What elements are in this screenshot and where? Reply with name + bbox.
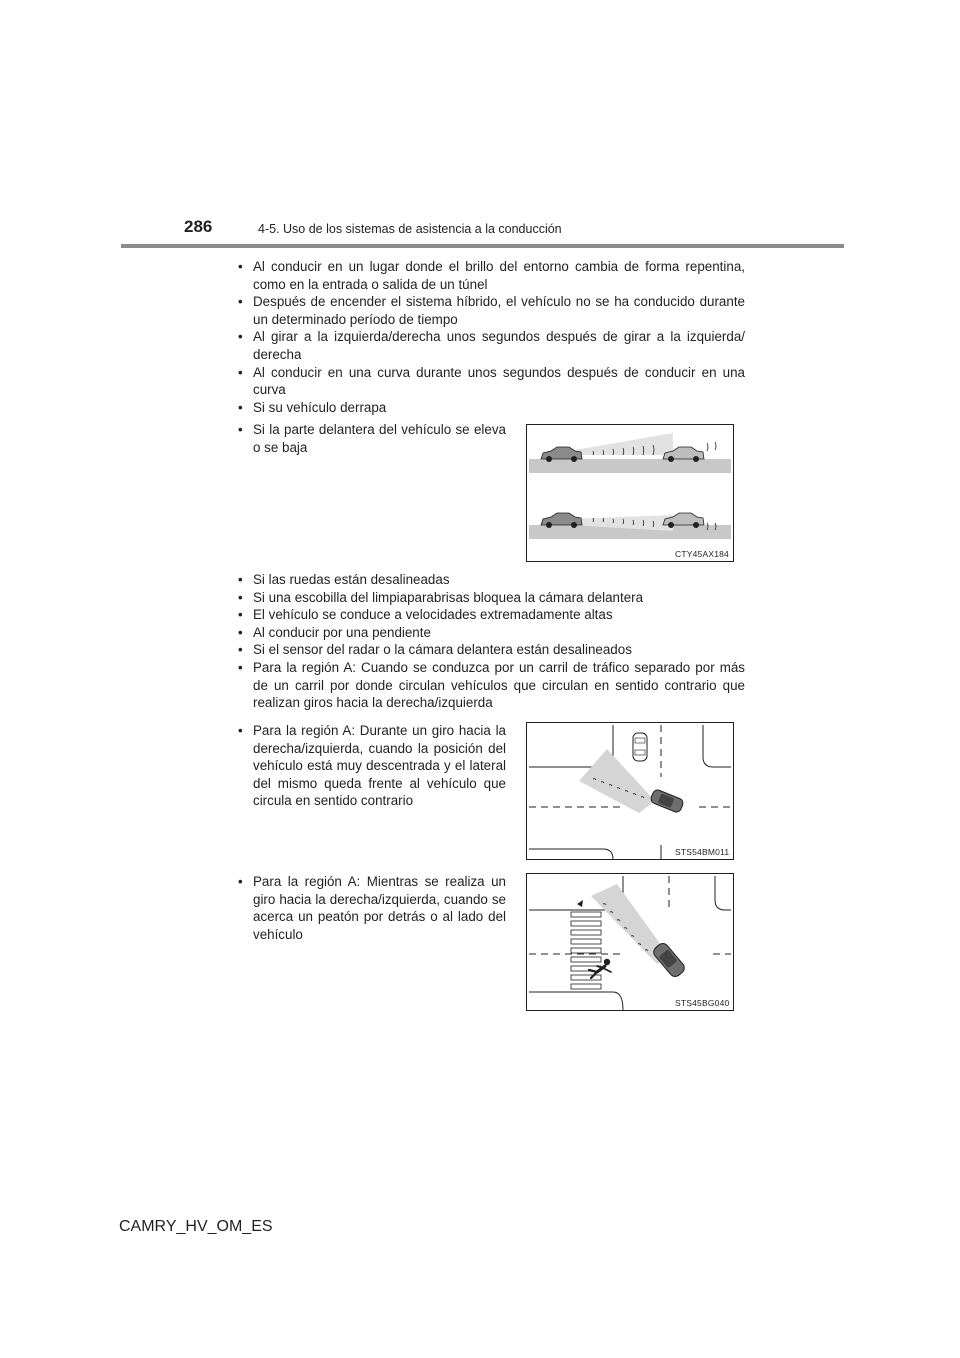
list-item: • Al conducir en una curva durante unos segundos después de conducir en una curva — [238, 364, 745, 399]
list-item: • Para la región A: Mientras se realiza un giro hacia la derecha/izquierda, cuando se acerca un peatón por detrás o al lado del vehículo — [238, 873, 506, 943]
condition-list-e — [238, 873, 506, 943]
figure-code: CTY45AX184 — [675, 549, 729, 559]
condition-list-c — [238, 571, 745, 712]
crosswalk — [571, 912, 601, 989]
section-title: 4-5. Uso de los sistemas de asistencia a la conducción — [258, 222, 562, 236]
list-item: • Si las ruedas están desalineadas — [238, 571, 745, 589]
page-number: 286 — [184, 217, 213, 236]
vehicle-pitch-illustration — [527, 425, 733, 561]
intersection-oncoming-illustration — [527, 723, 733, 859]
figure-intersection-pedestrian — [526, 873, 734, 1011]
list-item: • Si una escobilla del limpiaparabrisas bloquea la cámara delantera — [238, 589, 745, 607]
figure-intersection-oncoming — [526, 722, 734, 860]
list-item: • Al conducir por una pendiente — [238, 624, 745, 642]
condition-list-d — [238, 722, 506, 810]
oncoming-car-icon — [633, 733, 647, 761]
ego-car-icon — [650, 789, 685, 814]
list-item: • Después de encender el sistema híbrido, el vehículo no se ha conducido durante un determinado período de tiempo — [238, 293, 745, 328]
list-item: • Si el sensor del radar o la cámara delantera están desalineados — [238, 641, 745, 659]
document-id: CAMRY_HV_OM_ES — [119, 1218, 273, 1235]
list-item: • Para la región A: Durante un giro hacia la derecha/izquierda, cuando la posición del vehículo está muy descentrada y el lateral del mismo queda frente al vehículo que circula en sentido contrario — [238, 722, 506, 810]
figure-vehicle-pitch — [526, 424, 734, 562]
intersection-pedestrian-illustration — [527, 874, 733, 1010]
condition-list-b — [238, 421, 506, 456]
figure-code: STS45BG040 — [675, 998, 730, 1008]
list-item: • Si la parte delantera del vehículo se eleva o se baja — [238, 421, 506, 456]
condition-list-a — [238, 258, 745, 416]
figure-code: STS54BM011 — [675, 847, 730, 857]
list-item: • Si su vehículo derrapa — [238, 399, 745, 417]
header-divider — [121, 244, 844, 248]
list-item: • Al conducir en un lugar donde el brillo del entorno cambia de forma repentina, como en la entrada o salida de un túnel — [238, 258, 745, 293]
list-item: • Para la región A: Cuando se conduzca por un carril de tráfico separado por más de un carril por donde circulan vehículos que circulan en sentido contrario que realizan giros hacia la derecha/izquierda — [238, 659, 745, 712]
list-item: • Al girar a la izquierda/derecha unos segundos después de girar a la izquierda/ derecha — [238, 328, 745, 363]
list-item: • El vehículo se conduce a velocidades extremadamente altas — [238, 606, 745, 624]
